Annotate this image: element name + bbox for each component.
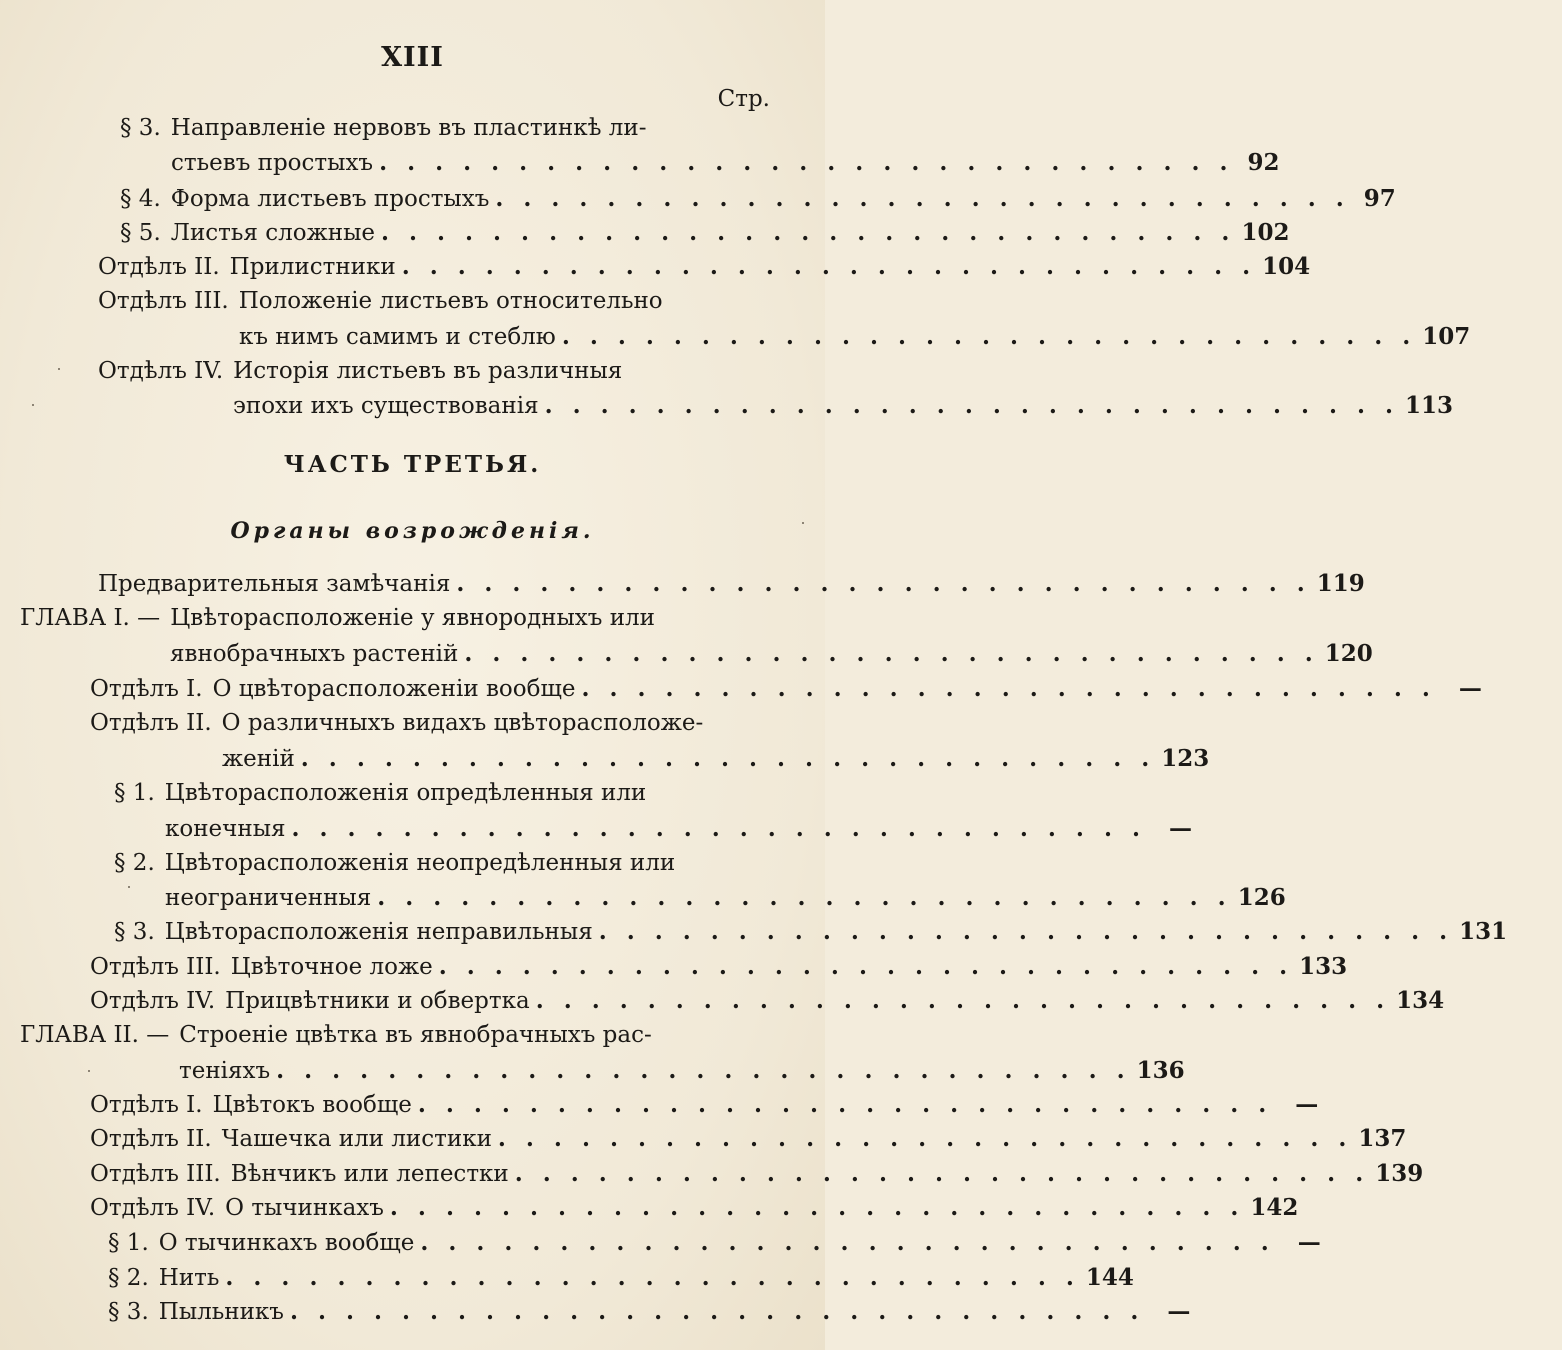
- toc-page-number: 137: [1358, 1125, 1407, 1152]
- toc-entry: [0, 675, 1482, 709]
- toc-leader-dots: . . . . . . . . . . . . . . . . . . . . . . . . . . . . . . .: [389, 1194, 1245, 1221]
- toc-entry: [0, 288, 825, 322]
- toc-entry-label: Отдѣлъ II.: [98, 254, 220, 280]
- toc-entry-title: О тычинкахъ вообще: [158, 1230, 415, 1256]
- toc-entry: [0, 392, 1454, 426]
- toc-entry: [0, 1125, 1407, 1159]
- toc-leader-dots: . . . . . . . . . . . . . . . . . . . . . . . . . . . . . . .: [535, 987, 1391, 1014]
- toc-page-number: —: [1458, 675, 1482, 702]
- toc-entry-title: стьевъ простыхъ: [171, 150, 374, 176]
- toc-entry-title: эпохи ихъ существованія: [233, 393, 539, 419]
- toc-entry-label: Отдѣлъ III.: [90, 1161, 221, 1187]
- toc-entry-title: О цвѣторасположеніи вообще: [212, 676, 576, 702]
- toc-entry-label: Отдѣлъ II.: [90, 710, 212, 736]
- toc-page-number: 136: [1136, 1057, 1185, 1084]
- page-column-label: Стр.: [717, 86, 770, 112]
- toc-entry: [0, 640, 1373, 674]
- toc-leader-dots: . . . . . . . . . . . . . . . . . . . . . . . . . . . . . . .: [225, 1264, 1080, 1291]
- toc-entry-title: Нить: [158, 1265, 220, 1291]
- toc-leader-dots: . . . . . . . . . . . . . . . . . . . . . . . . . . . . . . .: [420, 1229, 1275, 1256]
- toc-entry-label: § 1.: [108, 1230, 149, 1256]
- toc-entry-label: ГЛАВА I. —: [20, 605, 161, 631]
- toc-page-number: 104: [1262, 253, 1311, 280]
- toc-leader-dots: . . . . . . . . . . . . . . . . . . . . . . . . . . . . . . .: [544, 392, 1400, 419]
- toc-entry-label: Отдѣлъ II.: [90, 1126, 212, 1152]
- toc-entry: [0, 850, 825, 884]
- toc-leader-dots: . . . . . . . . . . . . . . . . . . . . . . . . . . . . . . .: [464, 640, 1319, 667]
- toc-leader-dots: . . . . . . . . . . . . . . . . . . . . . . . . . . . . . . .: [456, 570, 1311, 597]
- toc-entry-title: Направленіе нервовъ въ пластинкѣ ли-: [170, 115, 647, 141]
- toc-entry-label: § 5.: [120, 220, 161, 246]
- toc-entry: [0, 358, 825, 392]
- toc-entry: [0, 884, 1286, 918]
- toc-page-number: 131: [1459, 918, 1508, 945]
- toc-page-number: 107: [1422, 323, 1471, 350]
- toc-leader-dots: . . . . . . . . . . . . . . . . . . . . . . . . . . . . . . .: [438, 953, 1294, 980]
- toc-page-number: —: [1167, 1298, 1191, 1325]
- toc-page-number: 102: [1241, 219, 1290, 246]
- toc-entry-title: Цвѣточное ложе: [230, 954, 433, 980]
- toc-page-number: 123: [1161, 745, 1210, 772]
- paper-speck: [88, 1070, 90, 1072]
- toc-entry-title: Вѣнчикъ или лепестки: [230, 1161, 509, 1187]
- toc-entry-title: О различныхъ видахъ цвѣторасположе-: [221, 710, 704, 736]
- toc-entry: [0, 1022, 825, 1056]
- toc-entry-title: Цвѣторасположеніе у явнородныхъ или: [170, 605, 655, 631]
- toc-page-number: 97: [1363, 185, 1396, 212]
- toc-entry-title: Форма листьевъ простыхъ: [170, 186, 490, 212]
- toc-page-number: 134: [1396, 987, 1445, 1014]
- toc-entry-label: § 3.: [108, 1299, 149, 1325]
- toc-entry-title: Цвѣторасположенія неправильныя: [164, 919, 593, 945]
- toc-leader-dots: . . . . . . . . . . . . . . . . . . . . . . . . . . . . . . .: [377, 884, 1232, 911]
- toc-entry: [0, 1229, 1321, 1263]
- toc-entry-title: Прилистники: [229, 254, 396, 280]
- toc-page-number: 119: [1316, 570, 1365, 597]
- toc-page-number: 144: [1085, 1264, 1134, 1291]
- toc-entry: [0, 1057, 1185, 1091]
- toc-entry-title: женій: [222, 746, 295, 772]
- paper-speck: [128, 886, 130, 888]
- toc-entry-label: § 3.: [114, 919, 155, 945]
- toc-leader-dots: . . . . . . . . . . . . . . . . . . . . . . . . . . . . . . .: [417, 1091, 1273, 1118]
- toc-entry-label: Отдѣлъ IV.: [98, 358, 224, 384]
- toc-entry: [0, 1264, 1134, 1298]
- toc-page-number: —: [1297, 1229, 1321, 1256]
- toc-page-number: 92: [1247, 149, 1280, 176]
- toc-entry: [0, 780, 825, 814]
- toc-entry-title: Положеніе листьевъ относительно: [238, 288, 663, 314]
- toc-entry: [0, 185, 1396, 219]
- toc-entry-label: Отдѣлъ IV.: [90, 988, 216, 1014]
- toc-entry: [0, 570, 1365, 604]
- toc-entry-title: О тычинкахъ: [225, 1195, 384, 1221]
- toc-entry: [0, 815, 1192, 849]
- toc-entry-title: Цвѣторасположенія опредѣленныя или: [164, 780, 647, 806]
- toc-entry: [0, 1091, 1319, 1125]
- toc-entry: [0, 1160, 1424, 1194]
- toc-entry: [0, 1194, 1299, 1228]
- toc-entry-title: Листья сложные: [170, 220, 375, 246]
- toc-entry: [0, 953, 1348, 987]
- paper-speck: [32, 404, 34, 406]
- toc-entry: [0, 605, 825, 639]
- toc-page-number: 142: [1250, 1194, 1299, 1221]
- paper-speck: [802, 522, 804, 524]
- toc-entry: [0, 987, 1445, 1021]
- toc-entry-title: теніяхъ: [179, 1058, 271, 1084]
- toc-leader-dots: . . . . . . . . . . . . . . . . . . . . . . . . . . . . . . .: [401, 253, 1257, 280]
- toc-entry-title: Пыльникъ: [158, 1299, 284, 1325]
- toc-leader-dots: . . . . . . . . . . . . . . . . . . . . . . . . . . . . . . .: [497, 1125, 1353, 1152]
- toc-leader-dots: . . . . . . . . . . . . . . . . . . . . . . . . . . . . . . .: [495, 185, 1350, 212]
- toc-leader-dots: . . . . . . . . . . . . . . . . . . . . . . . . . . . . . . .: [598, 918, 1454, 945]
- toc-entry-title: Цвѣтокъ вообще: [212, 1092, 412, 1118]
- toc-entry: [0, 710, 825, 744]
- toc-entry-label: § 1.: [114, 780, 155, 806]
- toc-entry-title: конечныя: [165, 816, 286, 842]
- toc-leader-dots: . . . . . . . . . . . . . . . . . . . . . . . . . . . . . . .: [561, 323, 1417, 350]
- page-folio: XIII: [381, 42, 444, 73]
- toc-page-number: —: [1295, 1091, 1319, 1118]
- toc-entry-label: § 4.: [120, 186, 161, 212]
- toc-entry-title: Чашечка или листики: [221, 1126, 492, 1152]
- toc-entry-title: неограниченныя: [165, 885, 372, 911]
- toc-entry-title: къ нимъ самимъ и стеблю: [239, 324, 556, 350]
- toc-entry-label: Отдѣлъ III.: [98, 288, 229, 314]
- toc-entry: [0, 253, 1311, 287]
- toc-entry: [0, 745, 1210, 779]
- toc-leader-dots: . . . . . . . . . . . . . . . . . . . . . . . . . . . . . . .: [291, 815, 1146, 842]
- toc-leader-dots: . . . . . . . . . . . . . . . . . . . . . . . . . . . . . . .: [380, 219, 1236, 246]
- toc-entry: [0, 323, 1471, 357]
- toc-page-number: —: [1168, 815, 1192, 842]
- part-subtitle: Органы возрожденія.: [230, 518, 595, 544]
- toc-entry-title: Исторія листьевъ въ различныя: [233, 358, 623, 384]
- toc-entry-label: § 2.: [114, 850, 155, 876]
- toc-entry: [0, 918, 1508, 952]
- toc-entry-title: Строеніе цвѣтка въ явнобрачныхъ рас-: [179, 1022, 652, 1048]
- toc-leader-dots: . . . . . . . . . . . . . . . . . . . . . . . . . . . . . . .: [276, 1057, 1131, 1084]
- toc-entry-label: ГЛАВА II. —: [20, 1022, 170, 1048]
- toc-leader-dots: . . . . . . . . . . . . . . . . . . . . . . . . . . . . . . .: [514, 1160, 1370, 1187]
- toc-entry-label: Отдѣлъ I.: [90, 676, 203, 702]
- part-title: ЧАСТЬ ТРЕТЬЯ.: [283, 451, 542, 478]
- toc-entry: [0, 219, 1290, 253]
- toc-entry: [0, 149, 1280, 183]
- toc-entry-label: § 2.: [108, 1265, 149, 1291]
- toc-leader-dots: . . . . . . . . . . . . . . . . . . . . . . . . . . . . . . .: [581, 675, 1436, 702]
- toc-page-number: 133: [1299, 953, 1348, 980]
- toc-entry-label: § 3.: [120, 115, 161, 141]
- toc-page-number: 120: [1324, 640, 1373, 667]
- toc-entry-title: Цвѣторасположенія неопредѣленныя или: [164, 850, 676, 876]
- paper-speck: [58, 368, 60, 370]
- toc-page-number: 139: [1375, 1160, 1424, 1187]
- toc-entry-title: Предварительныя замѣчанія: [98, 571, 451, 597]
- toc-entry-label: Отдѣлъ III.: [90, 954, 221, 980]
- toc-entry: [0, 1298, 1191, 1332]
- toc-leader-dots: . . . . . . . . . . . . . . . . . . . . . . . . . . . . . . .: [289, 1298, 1145, 1325]
- toc-entry: [0, 115, 825, 149]
- toc-leader-dots: . . . . . . . . . . . . . . . . . . . . . . . . . . . . . . .: [300, 745, 1156, 772]
- toc-entry-title: Прицвѣтники и обвертка: [225, 988, 530, 1014]
- toc-entry-title: явнобрачныхъ растеній: [170, 641, 459, 667]
- toc-page-number: 126: [1237, 884, 1286, 911]
- toc-entry-label: Отдѣлъ I.: [90, 1092, 203, 1118]
- toc-leader-dots: . . . . . . . . . . . . . . . . . . . . . . . . . . . . . . .: [379, 149, 1234, 176]
- toc-page-number: 113: [1405, 392, 1454, 419]
- toc-entry-label: Отдѣлъ IV.: [90, 1195, 216, 1221]
